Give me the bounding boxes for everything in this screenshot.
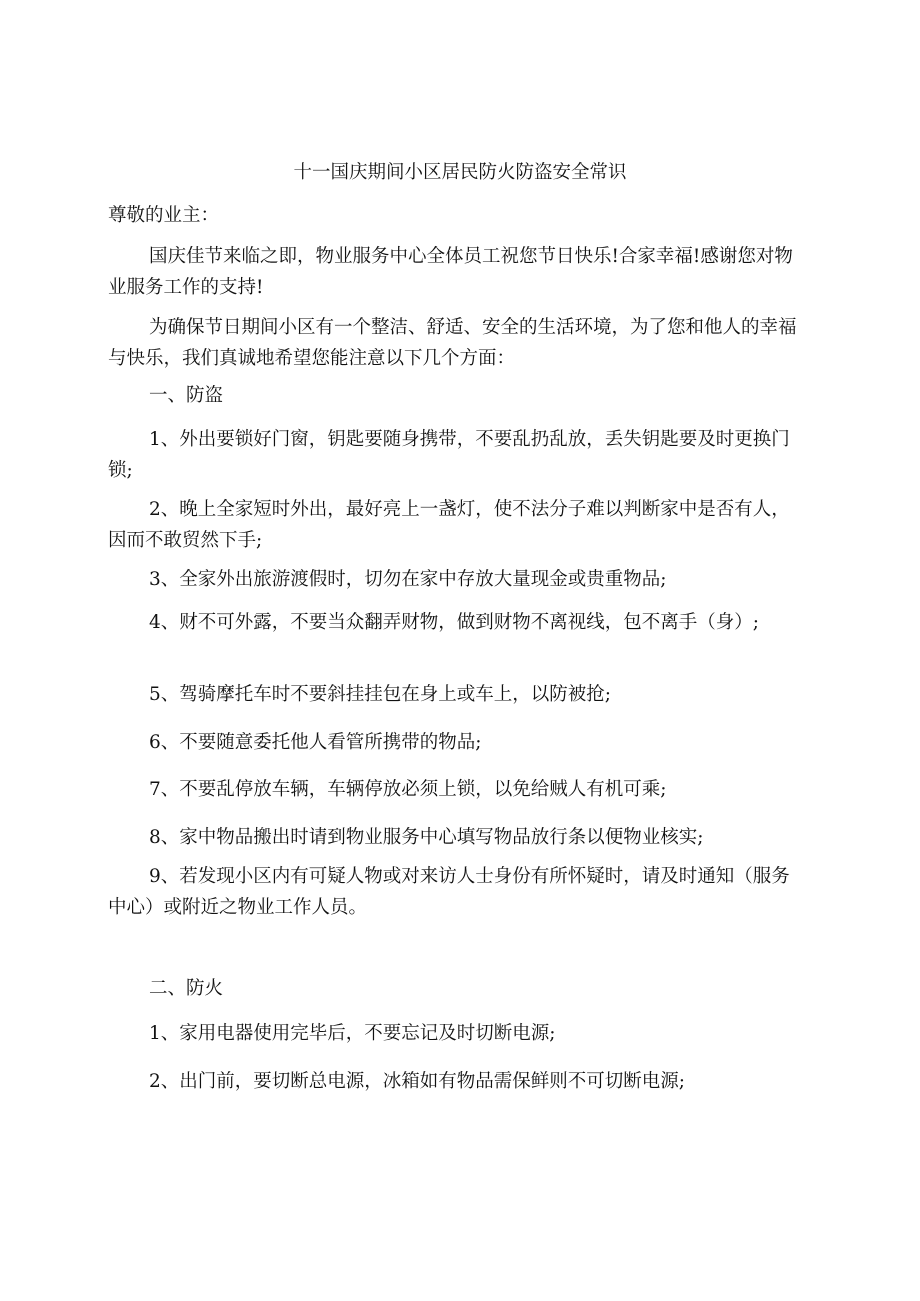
anti-theft-item-2: 2、晚上全家短时外出，最好亮上一盏灯，使不法分子难以判断家中是否有人，因而不敢贸然下手;: [108, 499, 790, 551]
anti-theft-item-9: 9、若发现小区内有可疑人物或对来访人士身份有所怀疑时，请及时通知（服务中心）或附近之物业工作人员。: [108, 866, 790, 918]
anti-theft-item-8: 8、家中物品搬出时请到物业服务中心填写物品放行条以便物业核实;: [149, 827, 704, 848]
document-title: 十一国庆期间小区居民防火防盗安全常识: [293, 162, 627, 183]
fire-prevention-item-2: 2、出门前，要切断总电源，冰箱如有物品需保鲜则不可切断电源;: [149, 1071, 686, 1092]
intro-paragraph-1: 国庆佳节来临之即，物业服务中心全体员工祝您节日快乐!合家幸福!感谢您对物业服务工作的支持!: [108, 246, 793, 298]
anti-theft-item-7: 7、不要乱停放车辆，车辆停放必须上锁，以免给贼人有机可乘;: [149, 779, 667, 800]
section-heading-fire-prevention: 二、防火: [149, 978, 224, 999]
salutation: 尊敬的业主：: [108, 205, 220, 226]
fire-prevention-item-1: 1、家用电器使用完毕后，不要忘记及时切断电源;: [149, 1023, 556, 1044]
section-heading-anti-theft: 一、防盗: [149, 385, 224, 406]
anti-theft-item-1: 1、外出要锁好门窗，钥匙要随身携带，不要乱扔乱放，丢失钥匙要及时更换门锁;: [108, 429, 790, 481]
anti-theft-item-3: 3、全家外出旅游渡假时，切勿在家中存放大量现金或贵重物品;: [149, 569, 667, 590]
anti-theft-item-4: 4、财不可外露，不要当众翻弄财物，做到财物不离视线，包不离手（身）;: [149, 612, 760, 633]
anti-theft-item-6: 6、不要随意委托他人看管所携带的物品;: [149, 732, 482, 753]
intro-paragraph-2: 为确保节日期间小区有一个整洁、舒适、安全的生活环境，为了您和他人的幸福与快乐，我们真诚地希望您能注意以下几个方面：: [108, 317, 797, 369]
anti-theft-item-5: 5、驾骑摩托车时不要斜挂挂包在身上或车上，以防被抢;: [149, 684, 612, 705]
